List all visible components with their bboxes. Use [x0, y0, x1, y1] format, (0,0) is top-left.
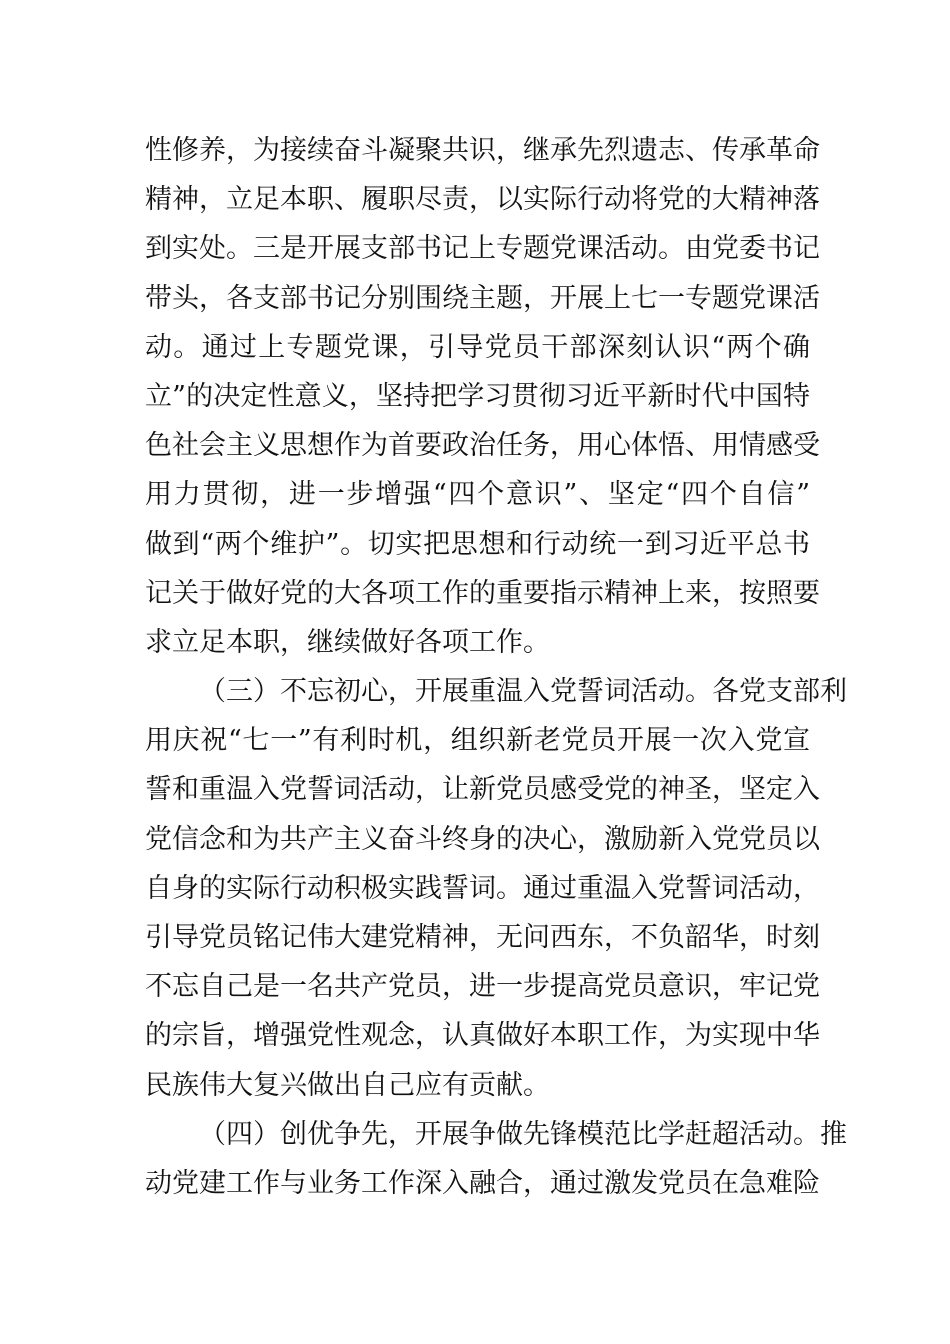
text-line: （四）创优争先，开展争做先锋模范比学赶超活动。推 — [199, 1118, 847, 1150]
text-line: 动。通过上专题党课，引导党员干部深刻认识“两个确 — [145, 331, 810, 363]
text-line: 民族伟大复兴做出自己应有贡献。 — [145, 1069, 550, 1101]
text-line: 到实处。三是开展支部书记上专题党课活动。由党委书记 — [145, 233, 820, 265]
text-line: 自身的实际行动积极实践誓词。通过重温入党誓词活动， — [145, 872, 820, 904]
text-line: 做到“两个维护”。切实把思想和行动统一到习近平总书 — [145, 528, 810, 560]
text-line: 用力贯彻，进一步增强“四个意识”、坚定“四个自信” — [145, 479, 810, 511]
text-line: 色社会主义思想作为首要政治任务，用心体悟、用情感受 — [145, 430, 820, 462]
text-line: 记关于做好党的大各项工作的重要指示精神上来，按照要 — [145, 577, 820, 609]
text-line: 党信念和为共产主义奋斗终身的决心，激励新入党党员以 — [145, 823, 820, 855]
text-line: 引导党员铭记伟大建党精神，无问西东，不负韶华，时刻 — [145, 922, 820, 953]
text-line: 誓和重温入党誓词活动，让新党员感受党的神圣，坚定入 — [145, 774, 820, 806]
text-line: 性修养，为接续奋斗凝聚共识，继承先烈遗志、传承革命 — [145, 135, 820, 166]
text-line: 的宗旨，增强党性观念，认真做好本职工作，为实现中华 — [145, 1020, 820, 1052]
text-line: 不忘自己是一名共产党员，进一步提高党员意识，牢记党 — [145, 971, 820, 1003]
text-line: 用庆祝“七一”有利时机，组织新老党员开展一次入党宣 — [145, 725, 810, 757]
text-line: 带头，各支部书记分别围绕主题，开展上七一专题党课活 — [145, 282, 820, 314]
text-line: （三）不忘初心，开展重温入党誓词活动。各党支部利 — [199, 676, 847, 708]
document-body — [145, 126, 847, 1208]
text-line: 立”的决定性意义，坚持把学习贯彻习近平新时代中国特 — [145, 380, 810, 412]
text-line: 精神，立足本职、履职尽责，以实际行动将党的大精神落 — [145, 184, 820, 216]
text-line: 动党建工作与业务工作深入融合，通过激发党员在急难险 — [145, 1167, 820, 1199]
text-line: 求立足本职，继续做好各项工作。 — [145, 626, 550, 658]
